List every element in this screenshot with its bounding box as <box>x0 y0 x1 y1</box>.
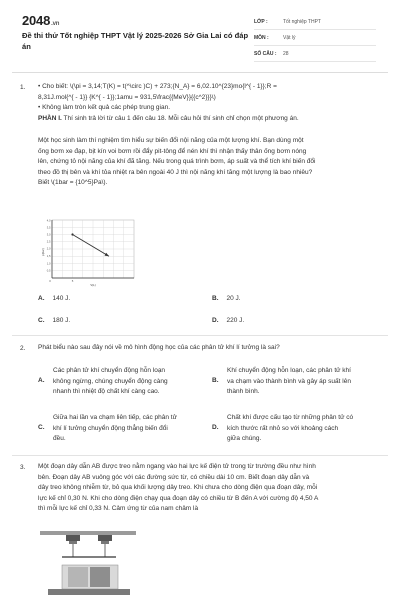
force-meter-right <box>98 535 112 557</box>
answer-option-c[interactable] <box>38 317 70 324</box>
question-preamble <box>38 82 380 124</box>
x-tick: 5 <box>71 279 74 283</box>
force-meter-apparatus-illustration <box>38 527 138 600</box>
y-tick: 4,0 <box>46 219 51 223</box>
question-number: 1. <box>20 84 26 91</box>
question-text <box>38 462 380 515</box>
y-tick: 3,5 <box>46 226 51 230</box>
answer-key: D. <box>212 317 219 324</box>
answer-key: D. <box>212 424 219 431</box>
question-line: lực kế chỉ 0,30 N. Khi cho dòng điện chạy qua đoạn dây có chiều từ B đến A với cường độ 4,50 A <box>38 494 319 502</box>
answer-line: đều. <box>53 435 66 442</box>
question-line: thì mỗi lực kế chỉ 0,33 N. Cảm ứng từ của nam châm là <box>38 505 199 512</box>
page-header <box>0 0 400 72</box>
answer-key: B. <box>212 295 219 302</box>
x-axis-label: V(L) <box>90 283 96 287</box>
question-divider <box>12 335 388 336</box>
answer-text <box>227 366 385 398</box>
answer-option-d[interactable] <box>212 317 244 324</box>
question-number: 3. <box>20 464 26 471</box>
answer-key: C. <box>38 317 45 324</box>
meta-row-class <box>254 14 376 30</box>
body-line: ống bơm xe đạp, bịt kín voi bơm rồi đẩy pit-tông để nén khí thì nhận thấy thân ống bơm nóng <box>38 147 307 155</box>
y-tick: 3,0 <box>46 233 51 237</box>
answer-text <box>53 413 205 445</box>
y-axis-label: p(bar) <box>41 248 45 256</box>
meta-label: MÔN : <box>254 34 269 41</box>
exam-meta <box>254 14 376 62</box>
preamble-line: • Cho biết: \(\pi = 3,14;T(K) = t(^\circ )C) + 273;{N_A} = 6,02.10^{23}mo{l^{ - 1}};R = <box>38 83 277 90</box>
answer-key: A. <box>38 377 45 384</box>
y-tick-labels <box>47 219 51 273</box>
answer-key: A. <box>38 295 45 302</box>
preamble-line: • Không làm tròn kết quả các phép trung gian. <box>38 104 170 111</box>
question-divider <box>12 455 388 456</box>
answer-line: thành bình. <box>227 388 260 395</box>
answer-text <box>227 413 385 445</box>
answer-option-a[interactable] <box>38 295 70 302</box>
answer-text: 220 J. <box>226 317 245 324</box>
meta-label: SỐ CÂU : <box>254 50 277 57</box>
answer-text: 140 J. <box>52 295 71 302</box>
body-line: theo đồ thị bên và khí tỏa nhiệt ra bên ngoài 40 J thì nội năng khí tăng một lượng là bao nhiêu? <box>38 168 313 176</box>
body-line: Một học sinh làm thí nghiệm tìm hiểu sự biến đổi nội năng của một lượng khí. Bạn dùng một <box>38 137 304 144</box>
part-heading <box>38 114 380 125</box>
question-line: dây treo không nhiễm từ, bỏ qua khối lượng dây treo. Khi chưa cho dòng điện qua đoạn dây, mỗi <box>38 484 318 491</box>
logo-suffix: .vn <box>51 21 60 27</box>
question-body <box>38 136 380 189</box>
y-tick: 1,5 <box>46 255 51 258</box>
y-tick: 0,5 <box>46 269 51 273</box>
answer-line: kích thước rất nhỏ so với khoảng cách <box>227 424 339 432</box>
body-line: lên, chứng tỏ nội năng của khí đã tăng. Nếu trong quá trình bơm, áp suất và thể tích khí biến đổi <box>38 158 316 165</box>
answer-line: Giữa hai lần va chạm liên tiếp, các phân tử <box>53 414 177 421</box>
answer-text: 180 J. <box>52 317 71 324</box>
meta-value: 28 <box>283 50 289 57</box>
answer-line: giữa chúng. <box>227 435 262 442</box>
support-bar <box>40 531 136 535</box>
process-start-point <box>71 233 73 235</box>
answer-line: Khí chuyển động hỗn loạn, các phân tử khí <box>227 367 351 374</box>
header-divider <box>12 72 388 73</box>
question-line: bên. Đoạn dây AB vuông góc với các đường sức từ, có chiều dài 10 cm. Biết đoạn dây dẫn và <box>38 473 310 481</box>
logo-main: 2048 <box>22 13 51 28</box>
exam-title: Đề thi thử Tốt nghiệp THPT Vật lý 2025-2026 Sở Gia Lai có đáp án <box>22 31 249 51</box>
part-label: PHẦN I. <box>38 114 62 122</box>
meta-row-subject <box>254 30 376 46</box>
part-text: Thí sinh trả lời từ câu 1 đến câu 18. Mỗi câu hỏi thí sinh chỉ chọn một phương án. <box>61 114 299 122</box>
answer-line: Các phân tử khí chuyển động hỗn loạn <box>53 367 166 374</box>
meta-row-count <box>254 46 376 62</box>
site-logo[interactable] <box>22 13 59 28</box>
y-tick: 2,5 <box>46 240 51 244</box>
answer-line: khí lí tưởng chuyển động thẳng biến đổi <box>53 424 168 432</box>
question-text: Phát biểu nào sau đây nói về mô hình động học của các phân tử khí lí tưởng là sai? <box>38 344 280 351</box>
base-platform <box>48 589 130 595</box>
body-line: Biết \(1bar = {10^5}Pa\). <box>38 179 108 186</box>
question-line: Một đoạn dây dẫn AB được treo nằm ngang vào hai lực kế điện tử trong từ trường đều như hình <box>38 463 316 470</box>
force-meter-left <box>66 535 80 557</box>
question-number: 2. <box>20 345 26 352</box>
preamble-line: 8,31J.mol{^{ - 1}} {K^{ - 1}};1amu = 931,5\frac{{MeV}}{{c^2}}}\) <box>38 93 216 101</box>
y-tick: 2,0 <box>46 247 51 251</box>
meta-value: Vật lý <box>283 34 296 41</box>
answer-text <box>53 366 205 398</box>
answer-line: nhanh thì nhiệt độ chất khí càng cao. <box>53 388 160 395</box>
answer-text: 20 J. <box>226 295 241 302</box>
answer-line: không ngừng, chúng chuyển động càng <box>53 377 168 385</box>
y-tick: 1,0 <box>46 262 51 266</box>
x-tick: 0 <box>49 279 51 283</box>
answer-line: va chạm vào thành bình và gây áp suất lên <box>227 377 351 385</box>
answer-option-b[interactable] <box>212 295 241 302</box>
meta-value: Tốt nghiệp THPT <box>283 18 321 25</box>
answer-key: C. <box>38 424 45 431</box>
magnet <box>62 565 118 589</box>
pv-graph <box>38 218 146 288</box>
meta-label: LỚP : <box>254 18 268 25</box>
answer-key: B. <box>212 377 219 384</box>
answer-line: Chất khí được cấu tạo từ những phân tử có <box>227 414 354 421</box>
